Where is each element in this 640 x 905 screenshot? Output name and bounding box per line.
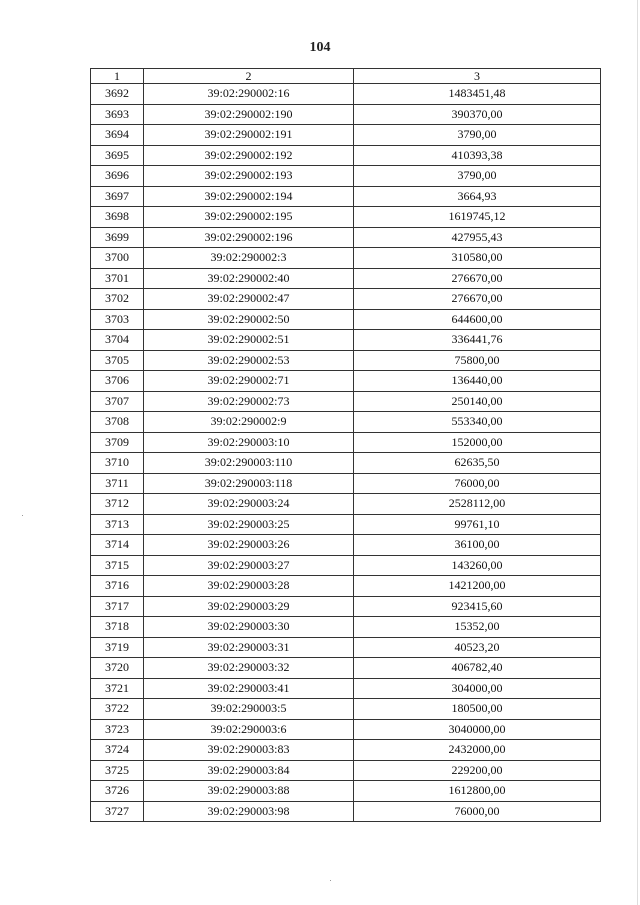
cadastral-value-cell: 310580,00	[354, 248, 601, 269]
row-number-cell: 3719	[91, 637, 144, 658]
row-number-cell: 3718	[91, 617, 144, 638]
cadastral-number-cell: 39:02:290003:29	[144, 596, 354, 617]
cadastral-value-cell: 2432000,00	[354, 740, 601, 761]
cadastral-value-cell: 1483451,48	[354, 84, 601, 105]
table-row	[91, 453, 601, 474]
cadastral-number-cell: 39:02:290003:10	[144, 432, 354, 453]
cadastral-value-cell: 62635,50	[354, 453, 601, 474]
table-row	[91, 678, 601, 699]
cadastral-value-cell: 276670,00	[354, 268, 601, 289]
cadastral-value-cell: 553340,00	[354, 412, 601, 433]
cadastral-value-table	[90, 68, 601, 822]
cadastral-number-cell: 39:02:290002:193	[144, 166, 354, 187]
cadastral-number-cell: 39:02:290003:25	[144, 514, 354, 535]
row-number-cell: 3715	[91, 555, 144, 576]
cadastral-value-cell: 1612800,00	[354, 781, 601, 802]
row-number-cell: 3714	[91, 535, 144, 556]
cadastral-value-cell: 229200,00	[354, 760, 601, 781]
table-row	[91, 371, 601, 392]
row-number-cell: 3727	[91, 801, 144, 822]
table-body	[91, 84, 601, 822]
row-number-cell: 3702	[91, 289, 144, 310]
row-number-cell: 3708	[91, 412, 144, 433]
row-number-cell: 3705	[91, 350, 144, 371]
table-row	[91, 350, 601, 371]
table-row	[91, 781, 601, 802]
table-row	[91, 125, 601, 146]
row-number-cell: 3700	[91, 248, 144, 269]
cadastral-number-cell: 39:02:290003:98	[144, 801, 354, 822]
row-number-cell: 3703	[91, 309, 144, 330]
cadastral-value-cell: 143260,00	[354, 555, 601, 576]
cadastral-number-cell: 39:02:290003:32	[144, 658, 354, 679]
cadastral-number-cell: 39:02:290002:71	[144, 371, 354, 392]
table-row	[91, 145, 601, 166]
table-row	[91, 268, 601, 289]
cadastral-value-cell: 336441,76	[354, 330, 601, 351]
cadastral-number-cell: 39:02:290003:6	[144, 719, 354, 740]
row-number-cell: 3692	[91, 84, 144, 105]
table-row	[91, 514, 601, 535]
row-number-cell: 3701	[91, 268, 144, 289]
cadastral-value-cell: 3664,93	[354, 186, 601, 207]
cadastral-number-cell: 39:02:290003:83	[144, 740, 354, 761]
cadastral-number-cell: 39:02:290002:16	[144, 84, 354, 105]
scan-edge	[637, 0, 638, 905]
cadastral-value-cell: 276670,00	[354, 289, 601, 310]
row-number-cell: 3707	[91, 391, 144, 412]
cadastral-value-cell: 36100,00	[354, 535, 601, 556]
table-row	[91, 760, 601, 781]
row-number-cell: 3720	[91, 658, 144, 679]
cadastral-number-cell: 39:02:290002:194	[144, 186, 354, 207]
cadastral-number-cell: 39:02:290002:53	[144, 350, 354, 371]
table-row	[91, 719, 601, 740]
row-number-cell: 3721	[91, 678, 144, 699]
table-row	[91, 186, 601, 207]
page-number: 104	[309, 40, 331, 55]
table-row	[91, 617, 601, 638]
table-row	[91, 391, 601, 412]
header-col-2: 2	[144, 69, 354, 84]
cadastral-value-cell: 180500,00	[354, 699, 601, 720]
cadastral-value-cell: 40523,20	[354, 637, 601, 658]
cadastral-number-cell: 39:02:290002:191	[144, 125, 354, 146]
cadastral-value-cell: 3790,00	[354, 166, 601, 187]
table-row	[91, 576, 601, 597]
table-header	[91, 69, 601, 84]
cadastral-value-cell: 250140,00	[354, 391, 601, 412]
cadastral-number-cell: 39:02:290003:5	[144, 699, 354, 720]
row-number-cell: 3709	[91, 432, 144, 453]
table-row	[91, 330, 601, 351]
table-row	[91, 207, 601, 228]
row-number-cell: 3711	[91, 473, 144, 494]
row-number-cell: 3712	[91, 494, 144, 515]
header-row	[91, 69, 601, 84]
table-row	[91, 104, 601, 125]
cadastral-number-cell: 39:02:290002:47	[144, 289, 354, 310]
cadastral-value-cell: 3040000,00	[354, 719, 601, 740]
row-number-cell: 3722	[91, 699, 144, 720]
cadastral-value-cell: 427955,43	[354, 227, 601, 248]
header-col-3: 3	[354, 69, 601, 84]
row-number-cell: 3694	[91, 125, 144, 146]
row-number-cell: 3696	[91, 166, 144, 187]
cadastral-value-cell: 2528112,00	[354, 494, 601, 515]
cadastral-value-cell: 3790,00	[354, 125, 601, 146]
table-row	[91, 166, 601, 187]
row-number-cell: 3693	[91, 104, 144, 125]
cadastral-number-cell: 39:02:290003:26	[144, 535, 354, 556]
cadastral-value-cell: 1421200,00	[354, 576, 601, 597]
row-number-cell: 3713	[91, 514, 144, 535]
table-row	[91, 740, 601, 761]
cadastral-number-cell: 39:02:290003:30	[144, 617, 354, 638]
cadastral-value-cell: 15352,00	[354, 617, 601, 638]
row-number-cell: 3697	[91, 186, 144, 207]
cadastral-value-cell: 152000,00	[354, 432, 601, 453]
cadastral-number-cell: 39:02:290002:190	[144, 104, 354, 125]
cadastral-number-cell: 39:02:290002:195	[144, 207, 354, 228]
cadastral-number-cell: 39:02:290003:84	[144, 760, 354, 781]
cadastral-number-cell: 39:02:290002:9	[144, 412, 354, 433]
cadastral-value-cell: 76000,00	[354, 801, 601, 822]
cadastral-number-cell: 39:02:290003:118	[144, 473, 354, 494]
table-row	[91, 227, 601, 248]
row-number-cell: 3704	[91, 330, 144, 351]
cadastral-number-cell: 39:02:290002:50	[144, 309, 354, 330]
row-number-cell: 3723	[91, 719, 144, 740]
table-row	[91, 801, 601, 822]
cadastral-number-cell: 39:02:290003:24	[144, 494, 354, 515]
table-row	[91, 309, 601, 330]
cadastral-value-cell: 136440,00	[354, 371, 601, 392]
cadastral-value-cell: 1619745,12	[354, 207, 601, 228]
cadastral-number-cell: 39:02:290002:51	[144, 330, 354, 351]
cadastral-number-cell: 39:02:290003:31	[144, 637, 354, 658]
row-number-cell: 3725	[91, 760, 144, 781]
row-number-cell: 3706	[91, 371, 144, 392]
table-row	[91, 84, 601, 105]
table-row	[91, 596, 601, 617]
row-number-cell: 3724	[91, 740, 144, 761]
row-number-cell: 3698	[91, 207, 144, 228]
cadastral-value-cell: 304000,00	[354, 678, 601, 699]
cadastral-number-cell: 39:02:290003:41	[144, 678, 354, 699]
table-row	[91, 637, 601, 658]
table-row	[91, 699, 601, 720]
table-row	[91, 289, 601, 310]
table-row	[91, 535, 601, 556]
cadastral-number-cell: 39:02:290003:88	[144, 781, 354, 802]
cadastral-value-cell: 76000,00	[354, 473, 601, 494]
cadastral-value-cell: 644600,00	[354, 309, 601, 330]
cadastral-value-cell: 75800,00	[354, 350, 601, 371]
cadastral-number-cell: 39:02:290003:28	[144, 576, 354, 597]
table-row	[91, 494, 601, 515]
row-number-cell: 3717	[91, 596, 144, 617]
cadastral-number-cell: 39:02:290002:192	[144, 145, 354, 166]
scan-speck	[22, 515, 23, 516]
cadastral-number-cell: 39:02:290002:196	[144, 227, 354, 248]
table-row	[91, 555, 601, 576]
row-number-cell: 3699	[91, 227, 144, 248]
row-number-cell: 3716	[91, 576, 144, 597]
cadastral-number-cell: 39:02:290002:3	[144, 248, 354, 269]
cadastral-value-cell: 406782,40	[354, 658, 601, 679]
cadastral-number-cell: 39:02:290002:73	[144, 391, 354, 412]
table-row	[91, 248, 601, 269]
header-col-1: 1	[91, 69, 144, 84]
table-row	[91, 473, 601, 494]
table-row	[91, 658, 601, 679]
scan-speck	[330, 880, 331, 881]
cadastral-number-cell: 39:02:290003:27	[144, 555, 354, 576]
cadastral-number-cell: 39:02:290002:40	[144, 268, 354, 289]
table-row	[91, 432, 601, 453]
row-number-cell: 3726	[91, 781, 144, 802]
cadastral-value-cell: 390370,00	[354, 104, 601, 125]
cadastral-value-cell: 923415,60	[354, 596, 601, 617]
cadastral-value-cell: 99761,10	[354, 514, 601, 535]
table-row	[91, 412, 601, 433]
row-number-cell: 3710	[91, 453, 144, 474]
cadastral-value-cell: 410393,38	[354, 145, 601, 166]
cadastral-number-cell: 39:02:290003:110	[144, 453, 354, 474]
row-number-cell: 3695	[91, 145, 144, 166]
